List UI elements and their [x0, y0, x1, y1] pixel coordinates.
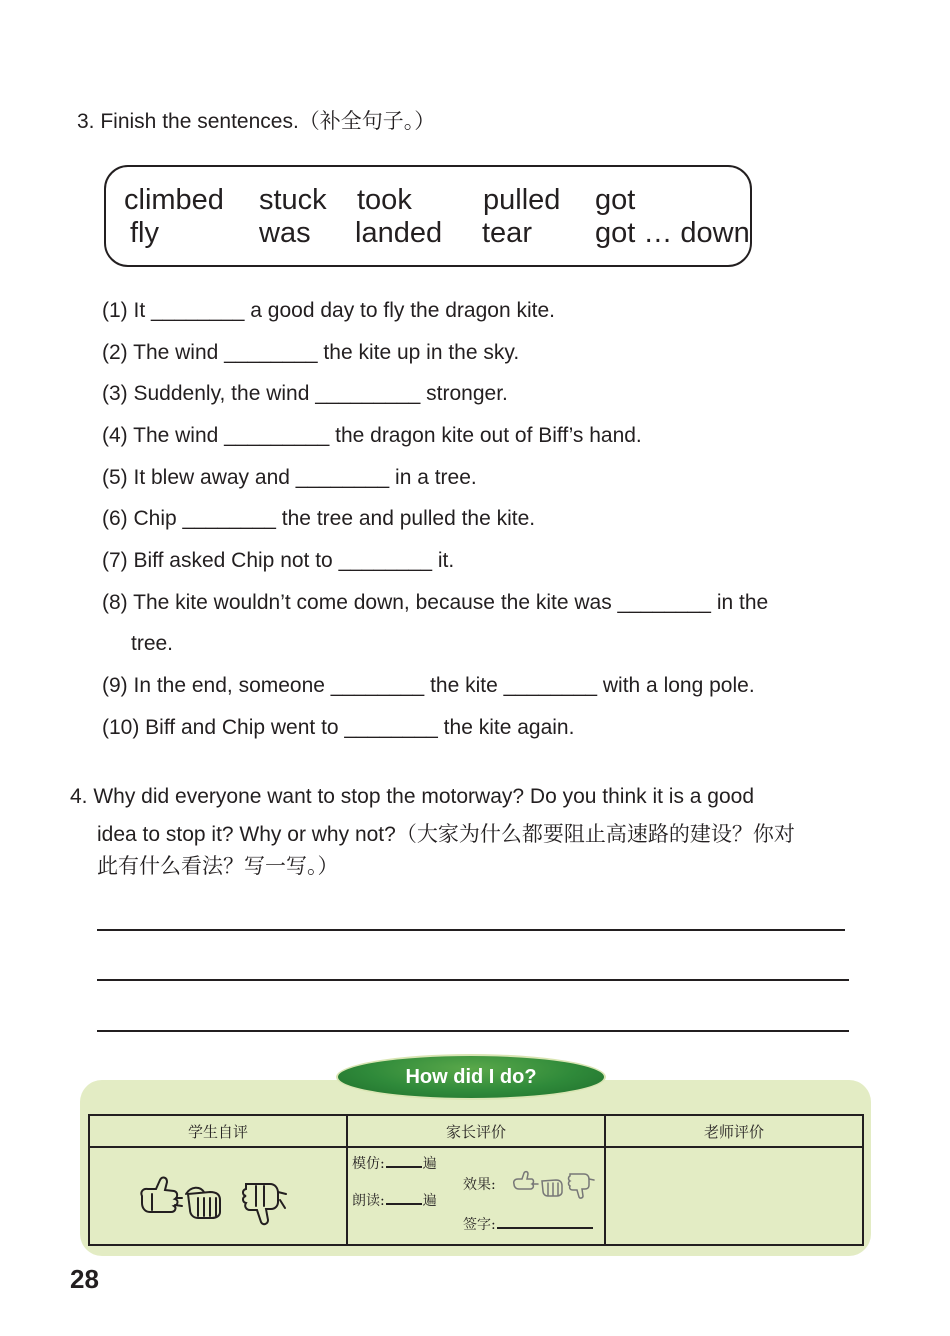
read-count-blank[interactable]: [386, 1203, 422, 1205]
header-parent-eval: 家长评价: [347, 1115, 605, 1147]
sentence-6: (6) Chip ________ the tree and pulled the kite.: [102, 507, 536, 530]
sentence-2: (2) The wind ________ the kite up in the sky.: [102, 341, 520, 364]
read-times-label: 遍: [422, 1193, 437, 1209]
word-bank-item: pulled: [483, 184, 561, 216]
word-bank-item: fly: [130, 217, 159, 249]
effect-hands: [508, 1164, 604, 1204]
thumbs-sideways-icon[interactable]: [542, 1180, 562, 1196]
sentence-4: (4) The wind _________ the dragon kite out of Biff’s hand.: [102, 424, 642, 447]
imitate-times-label: 遍: [422, 1156, 437, 1172]
thumbs-up-icon[interactable]: [514, 1172, 538, 1189]
word-bank-item: landed: [355, 217, 443, 249]
effect-label: 效果:: [463, 1177, 496, 1193]
sign-label: 签字:: [463, 1217, 496, 1233]
thumbs-down-icon[interactable]: [243, 1184, 286, 1224]
section4-question-line2: idea to stop it? Why or why not?（大家为什么都要阻止高速路的建设？你对: [97, 823, 795, 846]
sentence-8: (8) The kite wouldn’t come down, because the kite was ________ in the: [102, 591, 769, 614]
word-bank-item: tear: [482, 217, 532, 249]
word-bank-item: took: [357, 184, 412, 216]
self-eval-hands: [90, 1148, 346, 1244]
section4-question-line1: 4. Why did everyone want to stop the motorway? Do you think it is a good: [70, 785, 755, 808]
teacher-eval-cell[interactable]: [605, 1147, 863, 1245]
sentence-3: (3) Suddenly, the wind _________ stronger.: [102, 382, 508, 405]
sign-row: [463, 1214, 594, 1234]
sentence-7: (7) Biff asked Chip not to ________ it.: [102, 549, 455, 572]
self-eval-cell: [89, 1147, 347, 1245]
read-row: [352, 1190, 437, 1210]
thumbs-sideways-icon[interactable]: [186, 1188, 220, 1218]
thumbs-up-icon[interactable]: [141, 1178, 182, 1212]
answer-line[interactable]: [97, 979, 849, 981]
word-bank-item: got: [595, 184, 636, 216]
thumbs-down-icon[interactable]: [569, 1174, 595, 1198]
imitate-row: [352, 1153, 437, 1173]
section4-question-line3: 此有什么看法？写一写。）: [97, 855, 339, 878]
parent-eval-cell: [347, 1147, 605, 1245]
page-number: 28: [70, 1264, 99, 1294]
word-bank-item: climbed: [124, 184, 224, 216]
section3-title: 3. Finish the sentences.（补全句子。）: [77, 110, 436, 133]
evaluation-table: [88, 1114, 864, 1246]
word-bank-item: stuck: [259, 184, 327, 216]
sentence-10: (10) Biff and Chip went to ________ the kite again.: [102, 716, 575, 739]
word-bank: [104, 165, 752, 267]
sentence-8-continued: tree.: [131, 632, 174, 655]
answer-line[interactable]: [97, 1030, 849, 1032]
word-bank-item: was: [259, 217, 311, 249]
answer-line[interactable]: [97, 929, 845, 931]
sign-blank[interactable]: [497, 1227, 593, 1229]
imitate-label: 模仿:: [352, 1156, 385, 1172]
sentence-9: (9) In the end, someone ________ the kite ________ with a long pole.: [102, 674, 755, 697]
read-label: 朗读:: [352, 1193, 385, 1209]
imitate-count-blank[interactable]: [386, 1166, 422, 1168]
sentence-1: (1) It ________ a good day to fly the dragon kite.: [102, 299, 555, 322]
header-self-eval: 学生自评: [89, 1115, 347, 1147]
sentence-5: (5) It blew away and ________ in a tree.: [102, 466, 477, 489]
header-teacher-eval: 老师评价: [605, 1115, 863, 1147]
how-did-i-do-banner: How did I do?: [336, 1054, 606, 1100]
word-bank-item: got … down: [595, 217, 750, 249]
